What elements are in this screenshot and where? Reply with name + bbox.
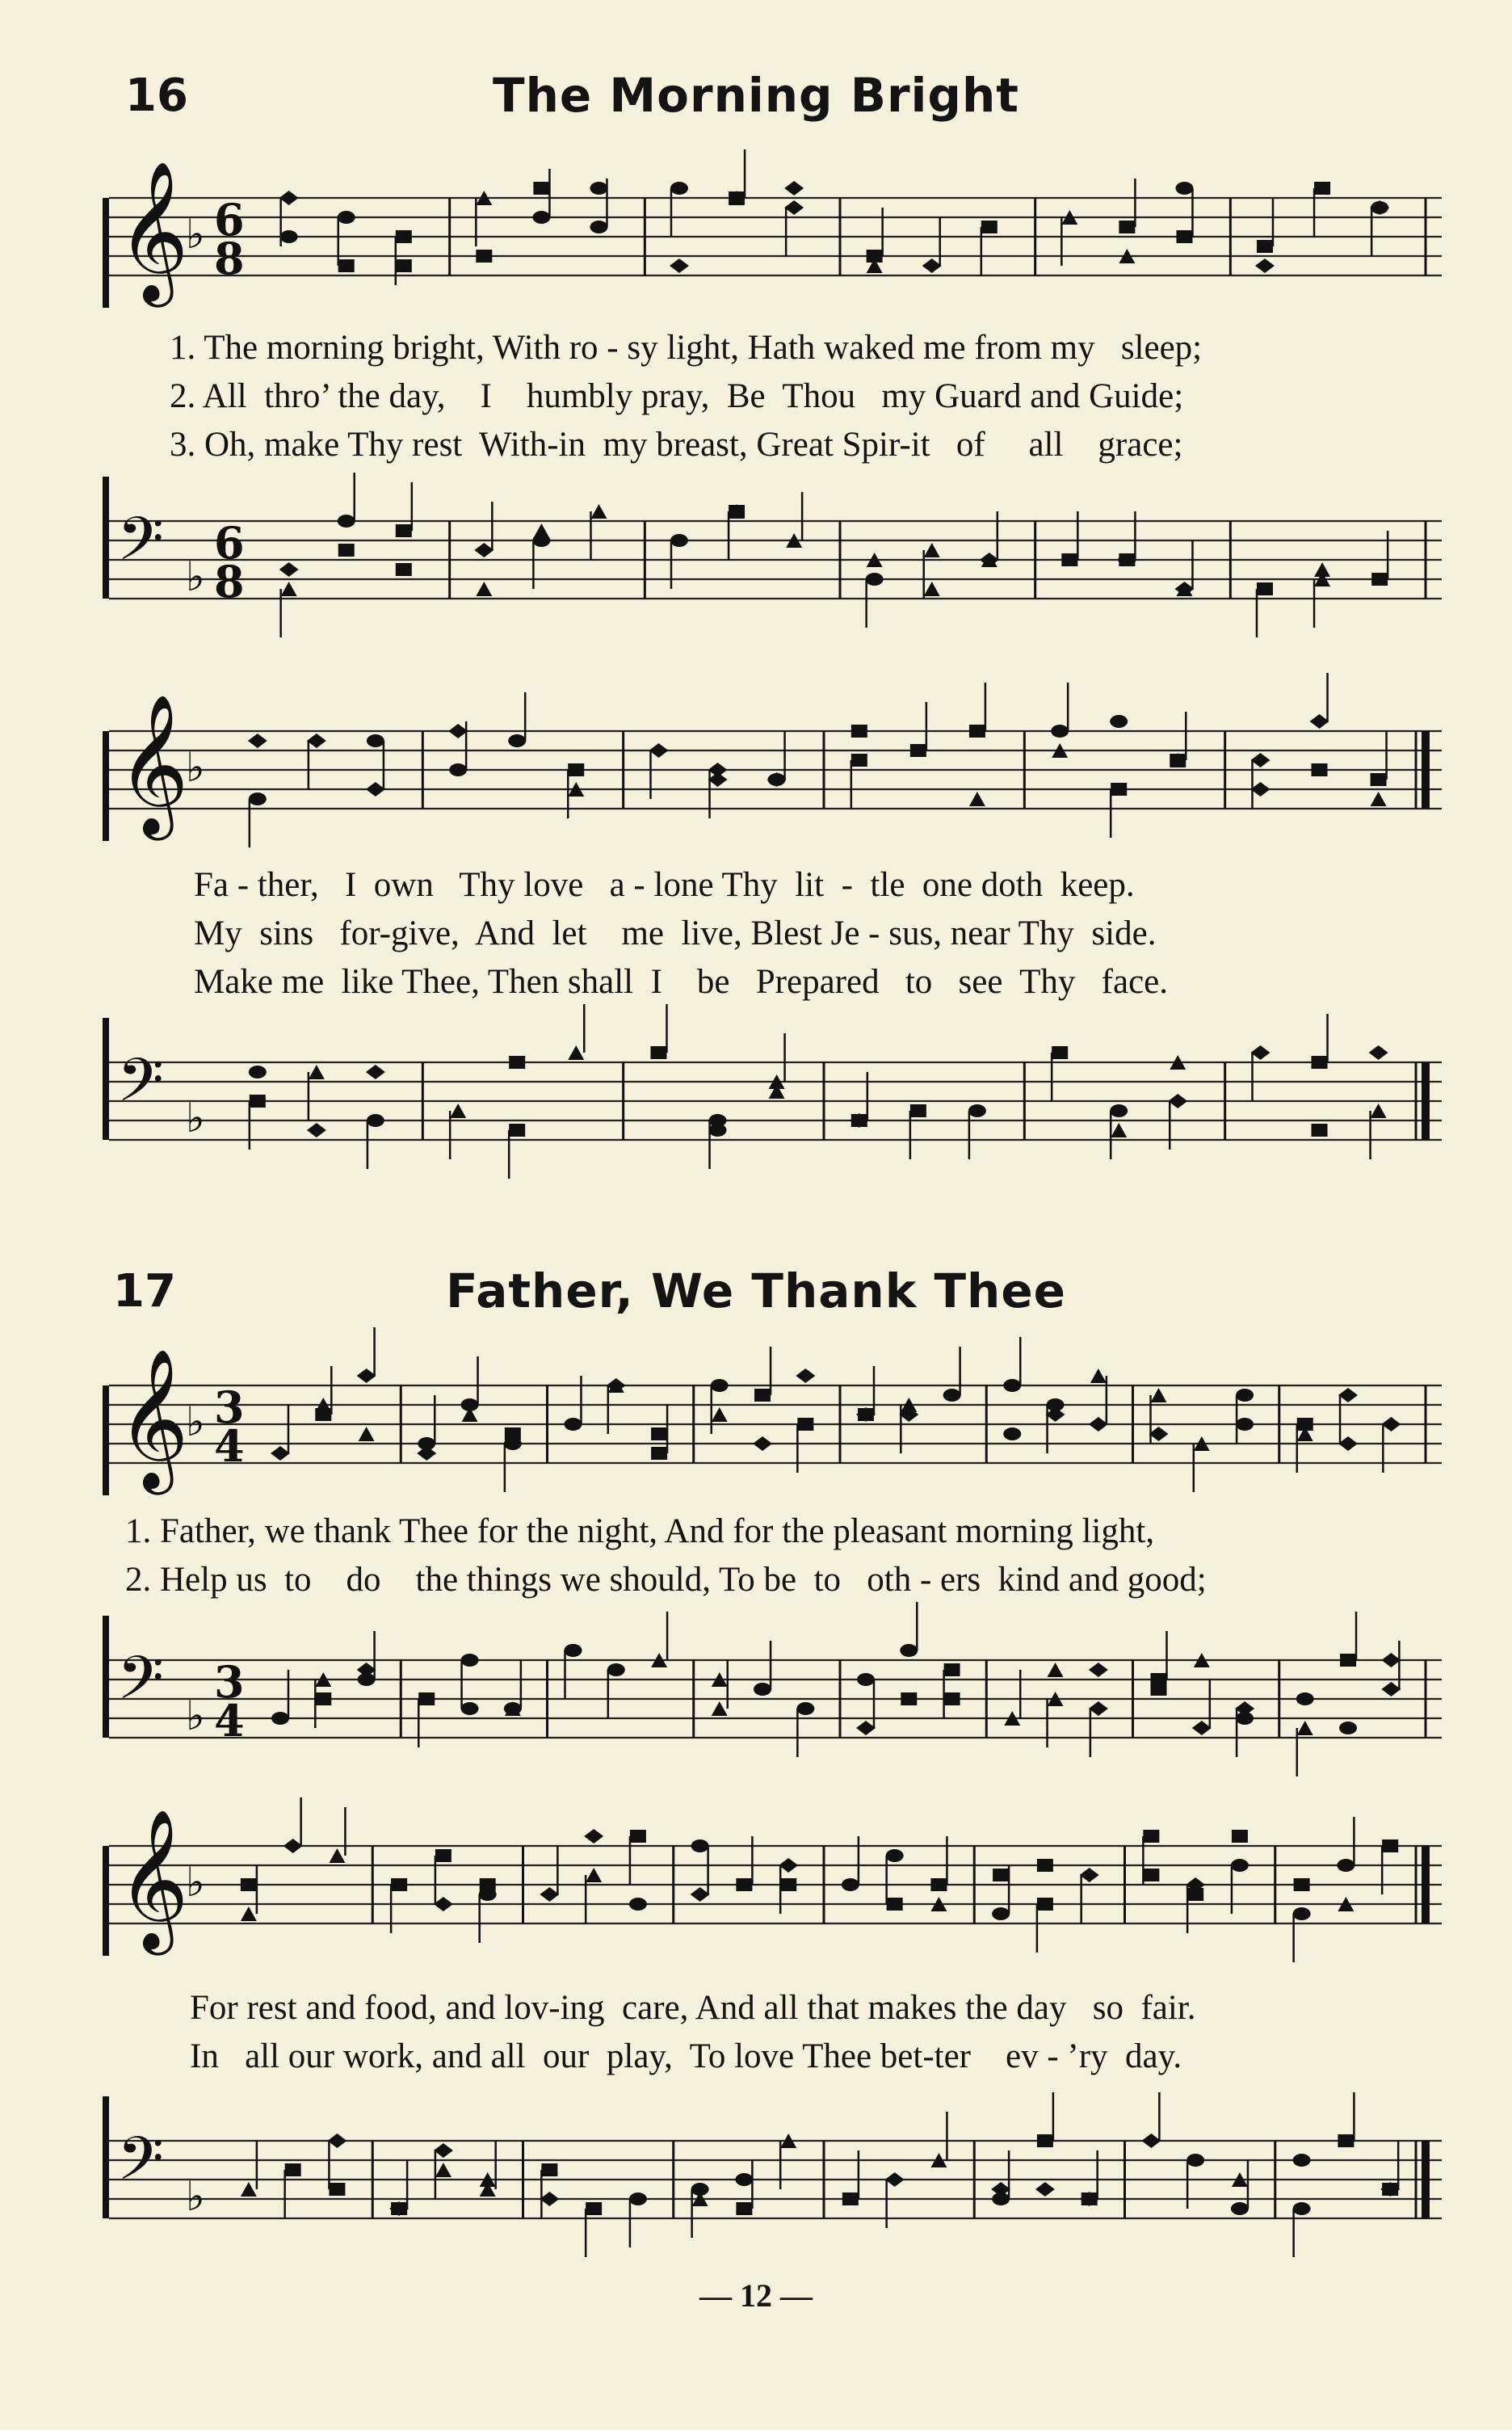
note-head (586, 2202, 602, 2215)
note-head (1061, 553, 1077, 566)
note-head (590, 182, 607, 195)
note-head (1187, 1888, 1203, 1901)
note-head (241, 2182, 257, 2197)
note-head (1371, 1104, 1387, 1118)
treble-clef-icon: 𝄞 (117, 694, 189, 835)
note-head (1371, 773, 1387, 786)
note-head (712, 1701, 728, 1716)
note-head (943, 1389, 961, 1402)
hymn-17-system-2 (101, 1810, 1442, 2262)
note-head (1143, 1869, 1159, 1881)
note-head (1141, 2134, 1161, 2148)
note-head (568, 763, 584, 776)
note-head (249, 792, 267, 805)
note-head (367, 1114, 384, 1127)
note-head (1168, 1094, 1187, 1108)
time-signature-bottom: 8 (214, 556, 245, 608)
note-head (1339, 1722, 1357, 1734)
note-head (1297, 1721, 1313, 1735)
note-head (586, 1868, 602, 1882)
note-head (670, 534, 688, 547)
note-head (367, 734, 384, 747)
note-head (842, 1878, 859, 1891)
note-head (329, 1848, 345, 1863)
note-head (629, 1898, 647, 1911)
note-head (691, 1887, 710, 1902)
note-head (649, 743, 668, 758)
note-head (944, 1692, 960, 1705)
note-head (1236, 1389, 1254, 1402)
note-head (1371, 792, 1387, 806)
note-head (590, 221, 607, 233)
note-head (1293, 2154, 1311, 2167)
note-head (250, 1095, 266, 1108)
note-head (1370, 200, 1389, 215)
note-head (924, 543, 940, 557)
hymn-17-system-1 (101, 1349, 1442, 1761)
note-head (1046, 1407, 1065, 1422)
note-head (1381, 1653, 1401, 1667)
note-head (338, 544, 355, 557)
note-head (241, 1878, 257, 1891)
note-head (910, 744, 926, 757)
note-head (461, 1702, 479, 1715)
note-head (309, 1065, 325, 1079)
note-head (1340, 1654, 1356, 1667)
note-head (754, 1389, 771, 1402)
note-head (1381, 1417, 1401, 1432)
note-head (1294, 1878, 1310, 1891)
note-head (944, 1663, 960, 1676)
note-head (910, 1104, 926, 1117)
note-head (480, 1878, 496, 1891)
bass-clef-icon: 𝄢 (117, 2124, 164, 2209)
note-head (1186, 2154, 1204, 2167)
note-head (1111, 783, 1127, 796)
note-head (736, 2202, 752, 2215)
note-head (541, 2163, 557, 2176)
note-head (1037, 2134, 1053, 2147)
note-head (1111, 1123, 1127, 1137)
note-head (1293, 2202, 1311, 2215)
bass-clef-icon: 𝄢 (117, 1045, 164, 1130)
note-head (1250, 782, 1270, 797)
note-head (1110, 715, 1128, 728)
note-head (1003, 1379, 1021, 1392)
lyric-line: 2. All thro’ the day, I humbly pray, Be Thou my Guard and Guide; (170, 377, 1184, 415)
note-head (1150, 1388, 1166, 1402)
treble-staff (101, 162, 1442, 315)
note-head (607, 1663, 625, 1676)
note-head (1119, 553, 1135, 566)
note-head (924, 582, 940, 596)
note-head (1119, 221, 1135, 233)
note-head (1312, 1124, 1328, 1137)
note-head (1338, 2134, 1354, 2147)
note-head (992, 1907, 1010, 1920)
note-head (280, 230, 298, 243)
note-head (281, 582, 297, 596)
note-head (248, 734, 267, 748)
flat-icon: ♭ (186, 211, 205, 258)
note-head (338, 211, 355, 224)
note-head (509, 1056, 525, 1069)
lyric-line: For rest and food, and lov-ing care, And all that makes the day so fair. (190, 1989, 1196, 2027)
note-head (241, 1907, 257, 1921)
note-head (396, 563, 412, 576)
note-head (1257, 240, 1273, 253)
note-head (1035, 2182, 1055, 2197)
note-head (754, 1683, 771, 1696)
bass-staff (101, 1624, 1442, 1777)
note-head (1143, 1830, 1159, 1843)
note-head (564, 1418, 582, 1431)
page-number: — 12 — (699, 2277, 813, 2314)
bass-staff (101, 485, 1442, 638)
note-head (435, 2163, 452, 2177)
note-head (505, 1427, 521, 1440)
lyric-line: 1. Father, we thank Thee for the night, And for the pleasant morning light, (125, 1512, 1155, 1550)
note-head (396, 524, 412, 537)
note-head (866, 573, 884, 586)
note-head (1232, 1830, 1248, 1843)
flat-icon: ♭ (186, 1095, 205, 1141)
note-head (509, 1124, 525, 1137)
note-head (930, 1878, 947, 1891)
note-head (1003, 1427, 1021, 1440)
note-head (851, 1114, 867, 1127)
note-head (1176, 230, 1192, 243)
note-head (1236, 1712, 1254, 1725)
note-head (329, 2183, 345, 2196)
lyric-line: Fa - ther, I own Thy love a - lone Thy lit - tle one doth keep. (194, 866, 1135, 904)
note-head (651, 1427, 667, 1440)
note-head (1048, 1663, 1064, 1677)
note-head (968, 1104, 986, 1117)
note-head (842, 2192, 859, 2205)
treble-clef-icon: 𝄞 (117, 1809, 189, 1949)
flat-icon: ♭ (186, 744, 205, 791)
note-head (1236, 1418, 1254, 1431)
lyric-line: Make me like Thee, Then shall I be Prepared to see Thy face. (194, 963, 1168, 1001)
bass-staff (101, 1026, 1442, 1179)
note-head (796, 1368, 815, 1383)
note-head (1314, 182, 1330, 195)
lyric-line: 1. The morning bright, With ro - sy light, Hath waked me from my sleep; (170, 329, 1203, 367)
note-head (1089, 1417, 1108, 1432)
flat-icon: ♭ (186, 1692, 205, 1739)
note-head (729, 505, 745, 518)
note-head (271, 1712, 289, 1725)
note-head (1257, 582, 1273, 595)
note-head (851, 725, 867, 738)
note-head (249, 1066, 267, 1078)
note-head (1381, 1682, 1401, 1696)
note-head (540, 2192, 559, 2206)
bass-clef-icon: 𝄢 (117, 504, 164, 589)
note-head (670, 259, 689, 273)
treble-staff (101, 1349, 1442, 1503)
note-head (691, 1839, 709, 1852)
note-head (969, 725, 985, 738)
note-head (1371, 573, 1388, 586)
note-head (366, 1065, 385, 1079)
note-head (508, 734, 526, 747)
note-head (729, 191, 745, 204)
note-head (1192, 1721, 1212, 1735)
note-head (338, 515, 355, 528)
note-head (279, 191, 299, 205)
hymn-17-header (0, 1260, 1512, 1333)
note-head (359, 1427, 375, 1441)
note-head (418, 1692, 435, 1705)
note-head (396, 230, 412, 243)
note-head (1293, 1907, 1311, 1920)
note-head (307, 734, 326, 748)
note-head (1051, 725, 1069, 738)
note-head (1037, 1859, 1053, 1872)
note-head (735, 2173, 753, 2186)
note-head (736, 1878, 752, 1891)
note-head (1338, 1436, 1358, 1451)
lyric-line: In all our work, and all our play, To love Thee bet-ter ev - ’ry day. (190, 2037, 1182, 2075)
note-head (504, 1702, 522, 1715)
treble-clef-icon: 𝄞 (117, 161, 189, 301)
note-head (899, 1407, 918, 1422)
note-head (1150, 1683, 1166, 1696)
note-head (796, 1702, 814, 1715)
note-head (474, 543, 494, 557)
note-head (568, 1045, 584, 1060)
lyric-line: 2. Help us to do the things we should, To be to oth - ers kind and good; (125, 1561, 1207, 1599)
note-head (1314, 562, 1330, 577)
note-head (391, 1878, 407, 1891)
note-head (435, 1849, 452, 1862)
note-head (366, 782, 385, 797)
note-head (1052, 1046, 1068, 1059)
note-head (1312, 763, 1328, 776)
note-head (540, 1887, 559, 1902)
hymn-16-system-1 (101, 162, 1442, 638)
note-head (584, 1829, 603, 1844)
treble-clef-icon: 𝄞 (117, 1348, 189, 1489)
note-head (779, 1858, 798, 1873)
note-head (1255, 259, 1275, 273)
note-head (969, 792, 985, 806)
note-head (1082, 2192, 1098, 2205)
note-head (434, 2143, 453, 2158)
note-head (279, 562, 299, 577)
bass-clef-icon: 𝄢 (117, 1643, 164, 1728)
note-head (1089, 1701, 1108, 1716)
note-head (1037, 1898, 1053, 1911)
note-head (629, 2192, 647, 2205)
bass-staff (101, 2104, 1442, 2258)
note-head (285, 2163, 301, 2176)
time-signature-top: 3 (214, 1656, 245, 1708)
note-head (1080, 1868, 1099, 1882)
note-head (434, 1897, 453, 1911)
note-head (651, 1447, 667, 1460)
note-head (357, 1663, 376, 1677)
note-head (564, 1644, 582, 1657)
note-head (1312, 1056, 1328, 1069)
note-head (922, 259, 942, 273)
note-head (1110, 1104, 1128, 1117)
hymn-number: 17 (113, 1265, 176, 1318)
note-head (590, 504, 607, 519)
note-head (461, 1654, 479, 1667)
note-head (1310, 714, 1329, 729)
note-head (784, 181, 804, 195)
note-head (1231, 1859, 1249, 1872)
note-head (886, 1849, 904, 1862)
note-head (532, 211, 550, 224)
note-head (396, 259, 412, 272)
note-head (1337, 1859, 1354, 1872)
note-head (981, 221, 998, 233)
note-head (327, 2134, 346, 2148)
note-head (857, 1673, 875, 1686)
lyric-line: My sins for-give, And let me live, Blest Je - sus, near Thy side. (194, 914, 1157, 952)
note-head (784, 200, 804, 215)
hymn-16-system-2 (101, 695, 1442, 1179)
treble-staff (101, 1810, 1442, 1963)
flat-icon: ♭ (186, 553, 205, 600)
note-head (307, 1123, 326, 1137)
note-head (709, 1124, 727, 1137)
note-head (711, 1379, 729, 1392)
note-head (670, 182, 688, 195)
note-head (1338, 1388, 1358, 1402)
time-signature-bottom: 8 (214, 233, 245, 284)
hymn-number: 16 (125, 69, 188, 122)
hymn-16-header (0, 65, 1512, 137)
note-head (1175, 182, 1193, 195)
time-signature-bottom: 4 (214, 1695, 245, 1747)
note-head (993, 1869, 1009, 1881)
note-head (284, 1839, 303, 1853)
hymn-title: Father, We Thank Thee (445, 1263, 1067, 1318)
note-head (533, 523, 549, 538)
note-head (650, 1046, 666, 1059)
note-head (315, 1692, 331, 1705)
note-head (885, 2172, 905, 2187)
note-head (887, 1898, 903, 1911)
note-head (449, 763, 467, 776)
note-head (1296, 1692, 1314, 1705)
lyric-line: 3. Oh, make Thy rest With-in my breast, Great Spir-it of all grace; (170, 426, 1183, 464)
note-head (753, 1436, 772, 1451)
note-head (856, 1721, 876, 1735)
note-head (1149, 1427, 1168, 1441)
note-head (1369, 1045, 1388, 1060)
note-head (1231, 2202, 1249, 2215)
flat-icon: ♭ (186, 2173, 205, 2220)
note-head (901, 1692, 917, 1705)
treble-staff (101, 695, 1442, 848)
time-signature-bottom: 4 (214, 1420, 245, 1472)
note-head (338, 259, 355, 272)
note-head (271, 1446, 290, 1461)
note-head (780, 1878, 796, 1891)
note-head (448, 724, 468, 738)
note-head (1090, 1368, 1107, 1383)
note-head (991, 2182, 1010, 2197)
note-head (417, 1446, 436, 1461)
time-signature-top: 3 (214, 1381, 245, 1433)
time-signature-top: 6 (214, 194, 245, 246)
note-head (357, 1368, 376, 1383)
note-head (1089, 1663, 1108, 1677)
note-head (712, 1407, 728, 1422)
note-head (450, 1104, 466, 1118)
flat-icon: ♭ (186, 1398, 205, 1445)
hymn-title: The Morning Bright (493, 68, 1019, 123)
note-head (533, 182, 549, 195)
time-signature-top: 6 (214, 517, 245, 569)
note-head (476, 582, 492, 596)
note-head (1250, 1045, 1270, 1060)
flat-icon: ♭ (186, 1859, 205, 1906)
note-head (767, 772, 787, 787)
note-head (797, 1418, 813, 1431)
note-head (1250, 753, 1270, 767)
note-head (476, 250, 492, 263)
note-head (630, 1830, 646, 1843)
note-head (851, 754, 867, 767)
note-head (900, 1644, 918, 1657)
note-head (1382, 1839, 1398, 1852)
note-head (708, 772, 728, 787)
